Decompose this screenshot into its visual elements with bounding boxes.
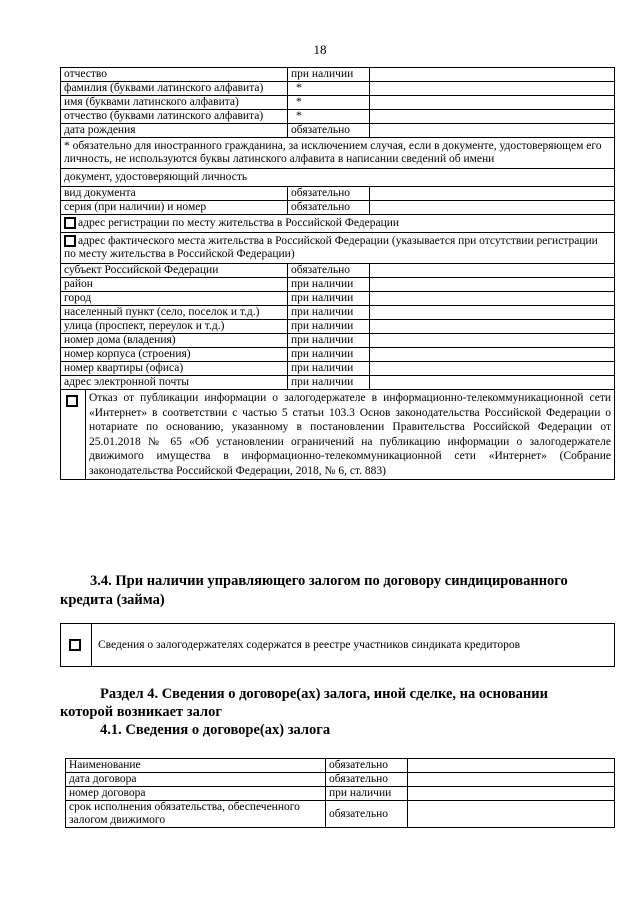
section-3-4-heading: [60, 572, 615, 610]
syndicate-checkbox-cell: [61, 624, 92, 666]
registration-address-checkbox[interactable]: [64, 217, 76, 229]
person-row: [61, 82, 615, 96]
latin-footnote-cell: [61, 138, 615, 169]
registration-address-row: [61, 215, 615, 233]
refusal-checkbox[interactable]: [66, 395, 78, 407]
section-4-1-heading: 4.1. Сведения о договоре(ах) залога: [100, 722, 331, 738]
latin-footnote-text: * обязательно для иностранного гражданина, за исключением случая, если в документе, удостоверяющем его личность, не используются буквы латинского алфавита в написании сведений об имени: [64, 140, 602, 165]
requirement-cell: обязательно: [326, 773, 408, 787]
field-label: Наименование: [66, 759, 326, 773]
value-cell[interactable]: [370, 306, 615, 320]
value-cell[interactable]: [408, 773, 615, 787]
value-cell[interactable]: [370, 278, 615, 292]
value-cell[interactable]: [370, 376, 615, 390]
pledge-contract-table: [65, 758, 615, 828]
field-label: дата договора: [66, 773, 326, 787]
refusal-text: Отказ от публикации информации о залогодержателе в информационно-телекоммуникационной сети «Интернет» в соответствии с частью 5 статьи 103.3 Основ законодательства Российской Федерации о нотариате по основанию, указанному в постановлении Правительства Российской Федерации от 25.01.2018 № 65 «Об установлении ограничений на публикацию информации о залогодержателе движимого имущества в информационно-телекоммуникационной сети «Интернет» (Собрание законодательства Российской Федерации, 2018, № 6, ст. 883): [89, 392, 611, 477]
field-label: серия (при наличии) и номер: [61, 201, 288, 215]
field-label: имя (буквами латинского алфавита): [61, 96, 288, 110]
actual-address-cell: [61, 233, 615, 264]
refusal-block: [61, 390, 614, 479]
actual-address-checkbox[interactable]: [64, 235, 76, 247]
contract-row: [66, 773, 615, 787]
requirement-cell: при наличии: [326, 787, 408, 801]
requirement-cell: *: [288, 110, 370, 124]
id-document-header-row: [61, 169, 615, 187]
requirement-cell: при наличии: [288, 334, 370, 348]
address-row: [61, 306, 615, 320]
refusal-checkbox-cell: [61, 390, 86, 479]
requirement-cell: обязательно: [326, 801, 408, 828]
requirement-cell: при наличии: [288, 68, 370, 82]
person-row: [61, 68, 615, 82]
value-cell[interactable]: [370, 82, 615, 96]
person-row: [61, 124, 615, 138]
address-row: [61, 320, 615, 334]
id-document-header-cell: [61, 169, 615, 187]
requirement-cell: при наличии: [288, 348, 370, 362]
section-3-4-title-line1: 3.4. При наличии управляющего залогом по договору синдицированного: [90, 573, 568, 589]
field-label: фамилия (буквами латинского алфавита): [61, 82, 288, 96]
field-label: вид документа: [61, 187, 288, 201]
value-cell[interactable]: [408, 787, 615, 801]
address-row: [61, 362, 615, 376]
id-document-row: [61, 187, 615, 201]
field-label: номер дома (владения): [61, 334, 288, 348]
address-row: [61, 292, 615, 306]
value-cell[interactable]: [370, 187, 615, 201]
requirement-cell: при наличии: [288, 362, 370, 376]
value-cell[interactable]: [370, 68, 615, 82]
value-cell[interactable]: [370, 96, 615, 110]
section-4-title-line1: Раздел 4. Сведения о договоре(ах) залога, иной сделке, на основании: [100, 686, 548, 702]
value-cell[interactable]: [370, 320, 615, 334]
registration-address-cell: [61, 215, 615, 233]
actual-address-row: [61, 233, 615, 264]
requirement-cell: обязательно: [288, 264, 370, 278]
value-cell[interactable]: [370, 348, 615, 362]
contract-row: [66, 801, 615, 828]
page-number: 18: [313, 42, 327, 57]
person-row: [61, 96, 615, 110]
syndicate-checkbox[interactable]: [69, 639, 81, 651]
requirement-cell: при наличии: [288, 320, 370, 334]
field-label: адрес электронной почты: [61, 376, 288, 390]
value-cell[interactable]: [408, 759, 615, 773]
value-cell[interactable]: [370, 362, 615, 376]
value-cell[interactable]: [370, 264, 615, 278]
value-cell[interactable]: [370, 334, 615, 348]
address-row: [61, 376, 615, 390]
requirement-cell: обязательно: [326, 759, 408, 773]
actual-address-text: адрес фактического места жительства в Российской Федерации (указывается при отсутствии регистрации по месту жительства в Российской Федерации): [64, 235, 598, 260]
id-document-row: [61, 201, 615, 215]
requirement-cell: *: [288, 96, 370, 110]
pledgee-person-table: [60, 67, 615, 480]
requirement-cell: обязательно: [288, 124, 370, 138]
requirement-cell: при наличии: [288, 292, 370, 306]
requirement-cell: при наличии: [288, 278, 370, 292]
value-cell[interactable]: [408, 801, 615, 828]
section-3-4-title-line2: кредита (займа): [60, 592, 165, 608]
requirement-cell: при наличии: [288, 306, 370, 320]
field-label: срок исполнения обязательства, обеспеченного залогом движимого: [66, 801, 326, 828]
section-4-title-line2: которой возникает залог: [60, 704, 222, 720]
latin-footnote-row: [61, 138, 615, 169]
value-cell[interactable]: [370, 292, 615, 306]
field-label: субъект Российской Федерации: [61, 264, 288, 278]
field-label: отчество: [61, 68, 288, 82]
address-row: [61, 264, 615, 278]
address-row: [61, 278, 615, 292]
requirement-cell: при наличии: [288, 376, 370, 390]
contract-row: [66, 787, 615, 801]
requirement-cell: *: [288, 82, 370, 96]
refusal-cell: [61, 390, 615, 480]
requirement-cell: обязательно: [288, 187, 370, 201]
value-cell[interactable]: [370, 124, 615, 138]
field-label: улица (проспект, переулок и т.д.): [61, 320, 288, 334]
syndicate-row: [60, 623, 615, 667]
registration-address-text: адрес регистрации по месту жительства в Российской Федерации: [78, 217, 400, 229]
contract-row: [66, 759, 615, 773]
id-document-header-text: документ, удостоверяющий личность: [64, 171, 248, 183]
field-label: город: [61, 292, 288, 306]
address-row: [61, 334, 615, 348]
requirement-cell: обязательно: [288, 201, 370, 215]
field-label: населенный пункт (село, поселок и т.д.): [61, 306, 288, 320]
value-cell[interactable]: [370, 201, 615, 215]
field-label: номер квартиры (офиса): [61, 362, 288, 376]
person-row: [61, 110, 615, 124]
syndicate-text: Сведения о залогодержателях содержатся в реестре участников синдиката кредиторов: [98, 639, 521, 651]
address-row: [61, 348, 615, 362]
field-label: отчество (буквами латинского алфавита): [61, 110, 288, 124]
value-cell[interactable]: [370, 110, 615, 124]
section-4-heading: [60, 685, 615, 721]
field-label: номер корпуса (строения): [61, 348, 288, 362]
refusal-row: [61, 390, 615, 480]
field-label: номер договора: [66, 787, 326, 801]
field-label: дата рождения: [61, 124, 288, 138]
field-label: район: [61, 278, 288, 292]
